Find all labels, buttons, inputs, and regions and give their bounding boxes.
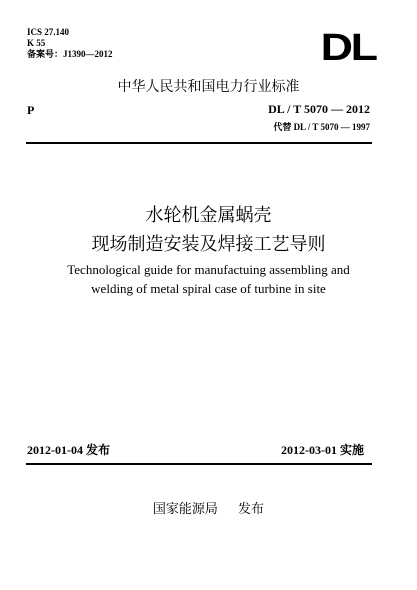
bottom-divider — [26, 463, 372, 465]
p-mark: P — [27, 103, 35, 117]
classification-code: K 55 — [27, 38, 46, 48]
publisher: 国家能源局 发布 — [152, 502, 265, 517]
standard-number: DL / T 5070 — 2012 — [268, 102, 370, 116]
implementation-date: 2012-03-01 实施 — [281, 443, 364, 457]
filing-number: 备案号：J1390—2012 — [27, 49, 113, 59]
standard-type-title: 中华人民共和国电力行业标准 — [117, 79, 300, 95]
english-title-line-1: Technological guide for manufactuing assembling and — [67, 262, 350, 277]
dl-logo: DL — [320, 27, 376, 69]
issue-date: 2012-01-04 发布 — [27, 443, 110, 457]
top-divider — [26, 142, 372, 144]
chinese-title-line-1: 水轮机金属蜗壳 — [145, 205, 272, 226]
replaces-note: 代替 DL / T 5070 — 1997 — [273, 122, 370, 132]
ics-code: ICS 27.140 — [27, 27, 70, 37]
english-title-line-2: welding of metal spiral case of turbine in site — [91, 281, 326, 296]
chinese-title-line-2: 现场制造安装及焊接工艺导则 — [91, 234, 326, 255]
